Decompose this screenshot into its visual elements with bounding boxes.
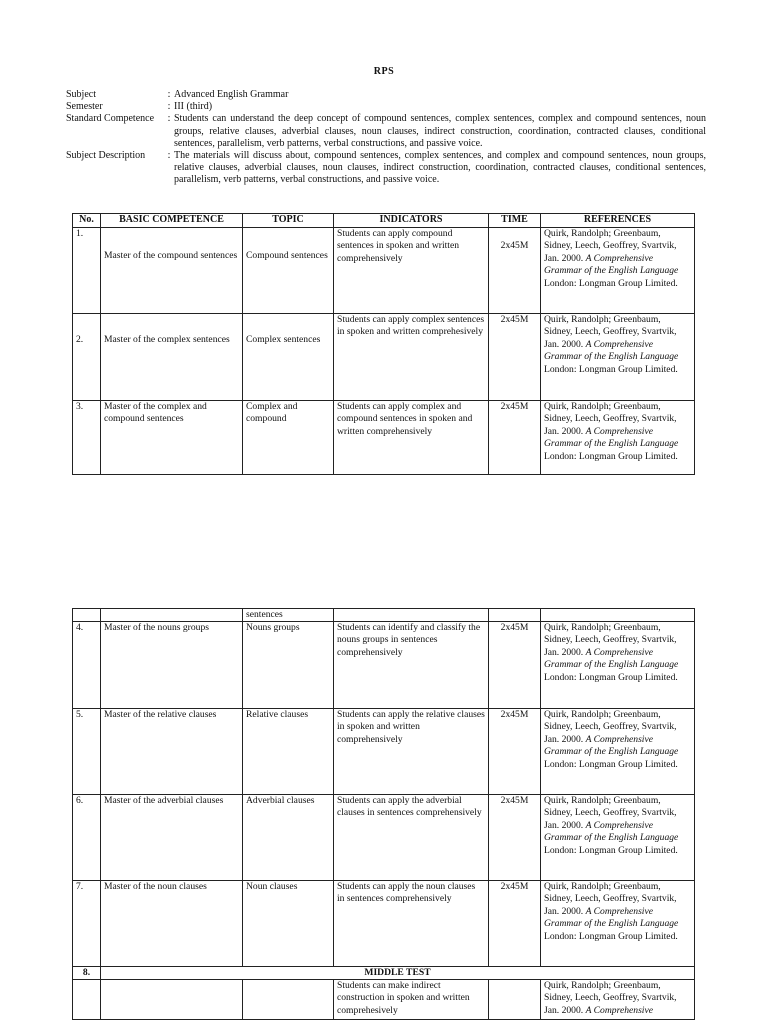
- table-row: [73, 980, 695, 1020]
- row-competence: Master of the nouns groups: [101, 622, 243, 709]
- ref-book: A Comprehensive: [585, 1004, 653, 1016]
- ref-book: A Comprehensive Grammar of the English Language: [544, 252, 679, 277]
- table-row-continued: [73, 609, 695, 622]
- ref-publisher: London: Longman Group Limited.: [544, 277, 678, 289]
- ref-publisher: London: Longman Group Limited.: [544, 930, 678, 942]
- ref-book: A Comprehensive Grammar of the English Language: [544, 425, 679, 450]
- row-topic: Nouns groups: [243, 622, 334, 709]
- meta-label: Semester: [66, 101, 103, 113]
- row-indicator: Students can apply the adverbial clauses in sentences comprehensively: [334, 795, 489, 881]
- col-header-competence: BASIC COMPETENCE: [101, 214, 243, 228]
- row-reference: [541, 228, 695, 314]
- table-row: [73, 709, 695, 795]
- row-indicator: [334, 609, 489, 622]
- row-reference: [541, 622, 695, 709]
- row-time: [489, 980, 541, 1020]
- page-title: RPS: [373, 66, 395, 77]
- row-no: 7.: [73, 881, 101, 967]
- table-row: [73, 795, 695, 881]
- row-time: 2x45M: [489, 795, 541, 881]
- col-header-indicators: INDICATORS: [334, 214, 489, 228]
- meta-standard-competence: Standard Competence : Students can understand the deep concept of compound sentences, complex sentences, complex and compound sentences, noun groups, relative clauses, adverbial clauses, noun clauses, indirect construction, coordination, contracted clauses, conditional sentences, parallelism, verb patterns, verbal constructions, and passive voice.: [66, 113, 706, 149]
- row-competence: Master of the noun clauses: [101, 881, 243, 967]
- row-reference: [541, 314, 695, 401]
- row-no: 5.: [73, 709, 101, 795]
- rps-table-page-1: [72, 213, 695, 475]
- row-time: [489, 609, 541, 622]
- ref-authors: Quirk, Randolph; Greenbaum, Sidney, Leech, Geoffrey, Svartvik, Jan. 2000.: [544, 228, 677, 264]
- row-time: 2x45M: [489, 622, 541, 709]
- row-time: 2x45M: [489, 228, 541, 314]
- row-competence: Master of the complex sentences: [101, 314, 243, 401]
- meta-subject: Subject : Advanced English Grammar: [66, 89, 706, 101]
- ref-publisher: London: Longman Group Limited.: [544, 450, 678, 462]
- row-no: 3.: [73, 401, 101, 475]
- row-indicator: Students can apply complex sentences in spoken and written comprehesively: [334, 314, 489, 401]
- row-indicator: Students can identify and classify the nouns groups in sentences comprehensively: [334, 622, 489, 709]
- row-topic: Complex and compound: [243, 401, 334, 475]
- meta-value: Students can understand the deep concept of compound sentences, complex sentences, complex and compound sentences, noun groups, relative clauses, adverbial clauses, noun clauses, indirect construction, coordination, contracted clauses, conditional sentences, parallelism, verb patterns, verbal constructions, and passive voice.: [174, 113, 706, 149]
- col-header-no: No.: [73, 214, 101, 228]
- row-reference: [541, 401, 695, 475]
- row-competence: Master of the relative clauses: [101, 709, 243, 795]
- meta-value: III (third): [174, 101, 213, 113]
- col-header-references: REFERENCES: [541, 214, 695, 228]
- table-row: [73, 881, 695, 967]
- ref-authors: Quirk, Randolph; Greenbaum, Sidney, Leech, Geoffrey, Svartvik, Jan. 2000.: [544, 709, 677, 745]
- row-competence: Master of the complex and compound sentences: [101, 401, 243, 475]
- row-time: 2x45M: [489, 401, 541, 475]
- row-no: 4.: [73, 622, 101, 709]
- row-topic: Adverbial clauses: [243, 795, 334, 881]
- row-topic: [243, 980, 334, 1020]
- ref-book: A Comprehensive Grammar of the English Language: [544, 646, 679, 671]
- row-reference: [541, 881, 695, 967]
- meta-semester: Semester : III (third): [66, 101, 706, 113]
- ref-authors: Quirk, Randolph; Greenbaum, Sidney, Leech, Geoffrey, Svartvik, Jan. 2000.: [544, 314, 677, 350]
- ref-publisher: London: Longman Group Limited.: [544, 363, 678, 375]
- ref-book: A Comprehensive Grammar of the English Language: [544, 733, 679, 758]
- row-topic: sentences: [243, 609, 334, 622]
- row-no: 8.: [73, 967, 101, 980]
- row-topic: Complex sentences: [243, 314, 334, 401]
- row-competence: [101, 609, 243, 622]
- row-no: [73, 980, 101, 1020]
- row-indicator: Students can apply the relative clauses in spoken and written comprehensively: [334, 709, 489, 795]
- ref-book: A Comprehensive Grammar of the English Language: [544, 338, 679, 363]
- ref-authors: Quirk, Randolph; Greenbaum, Sidney, Leech, Geoffrey, Svartvik, Jan. 2000.: [544, 401, 677, 437]
- row-indicator: Students can apply compound sentences in spoken and written comprehensively: [334, 228, 489, 314]
- course-meta: [66, 89, 706, 187]
- meta-subject-description: Subject Description : The materials will discuss about, compound sentences, complex sentences, and complex and compound sentences, noun groups, relative clauses, adverbial clauses, noun clauses, indirect construction, coordination, contracted clauses, conditional sentences, parallelism, verb patterns, verbal constructions, and passive voice.: [66, 150, 706, 186]
- table-row: [73, 622, 695, 709]
- row-topic: Relative clauses: [243, 709, 334, 795]
- ref-book: A Comprehensive Grammar of the English Language: [544, 819, 679, 844]
- ref-authors: Quirk, Randolph; Greenbaum, Sidney, Leech, Geoffrey, Svartvik, Jan. 2000.: [544, 795, 677, 831]
- row-indicator: Students can apply the noun clauses in sentences comprehensively: [334, 881, 489, 967]
- row-indicator: Students can apply complex and compound sentences in spoken and written comprehensively: [334, 401, 489, 475]
- row-time: 2x45M: [489, 881, 541, 967]
- ref-book: A Comprehensive Grammar of the English Language: [544, 905, 679, 930]
- row-no: [73, 609, 101, 622]
- ref-publisher: London: Longman Group Limited.: [544, 671, 678, 683]
- middle-test-row: [73, 967, 695, 980]
- rps-table-page-2: [72, 608, 695, 1020]
- row-reference: [541, 709, 695, 795]
- meta-label: Subject Description: [66, 150, 146, 162]
- ref-authors: Quirk, Randolph; Greenbaum, Sidney, Leech, Geoffrey, Svartvik, Jan. 2000.: [544, 980, 677, 1016]
- meta-label: Subject: [66, 89, 96, 100]
- row-topic: Compound sentences: [243, 228, 334, 314]
- table-header-row: [73, 214, 695, 228]
- row-indicator: Students can make indirect construction in spoken and written comprehesively: [334, 980, 489, 1020]
- ref-publisher: London: Longman Group Limited.: [544, 844, 678, 856]
- row-topic: Noun clauses: [243, 881, 334, 967]
- row-time: 2x45M: [489, 709, 541, 795]
- row-no: 1.: [73, 228, 101, 314]
- row-reference: [541, 609, 695, 622]
- ref-authors: Quirk, Randolph; Greenbaum, Sidney, Leech, Geoffrey, Svartvik, Jan. 2000.: [544, 881, 677, 917]
- col-header-topic: TOPIC: [243, 214, 334, 228]
- table-row: [73, 401, 695, 475]
- meta-value: Advanced English Grammar: [174, 89, 289, 100]
- row-no: 6.: [73, 795, 101, 881]
- row-reference: [541, 980, 695, 1020]
- table-row: [73, 314, 695, 401]
- meta-label: Standard Competence: [66, 113, 155, 125]
- row-competence: [101, 980, 243, 1020]
- row-reference: [541, 795, 695, 881]
- row-competence: Master of the adverbial clauses: [101, 795, 243, 881]
- meta-value: The materials will discuss about, compound sentences, complex sentences, and complex and compound sentences, noun groups, relative clauses, adverbial clauses, noun clauses, indirect construction, coordination, contracted clauses, conditional sentences, parallelism, verb patterns, verbal constructions, and passive voice.: [174, 150, 706, 186]
- middle-test-label: MIDDLE TEST: [101, 967, 695, 980]
- table-row: [73, 228, 695, 314]
- row-no: 2.: [73, 314, 101, 401]
- col-header-time: TIME: [489, 214, 541, 228]
- ref-publisher: London: Longman Group Limited.: [544, 758, 678, 770]
- row-time: 2x45M: [489, 314, 541, 401]
- row-competence: Master of the compound sentences: [101, 228, 243, 314]
- ref-authors: Quirk, Randolph; Greenbaum, Sidney, Leech, Geoffrey, Svartvik, Jan. 2000.: [544, 622, 677, 658]
